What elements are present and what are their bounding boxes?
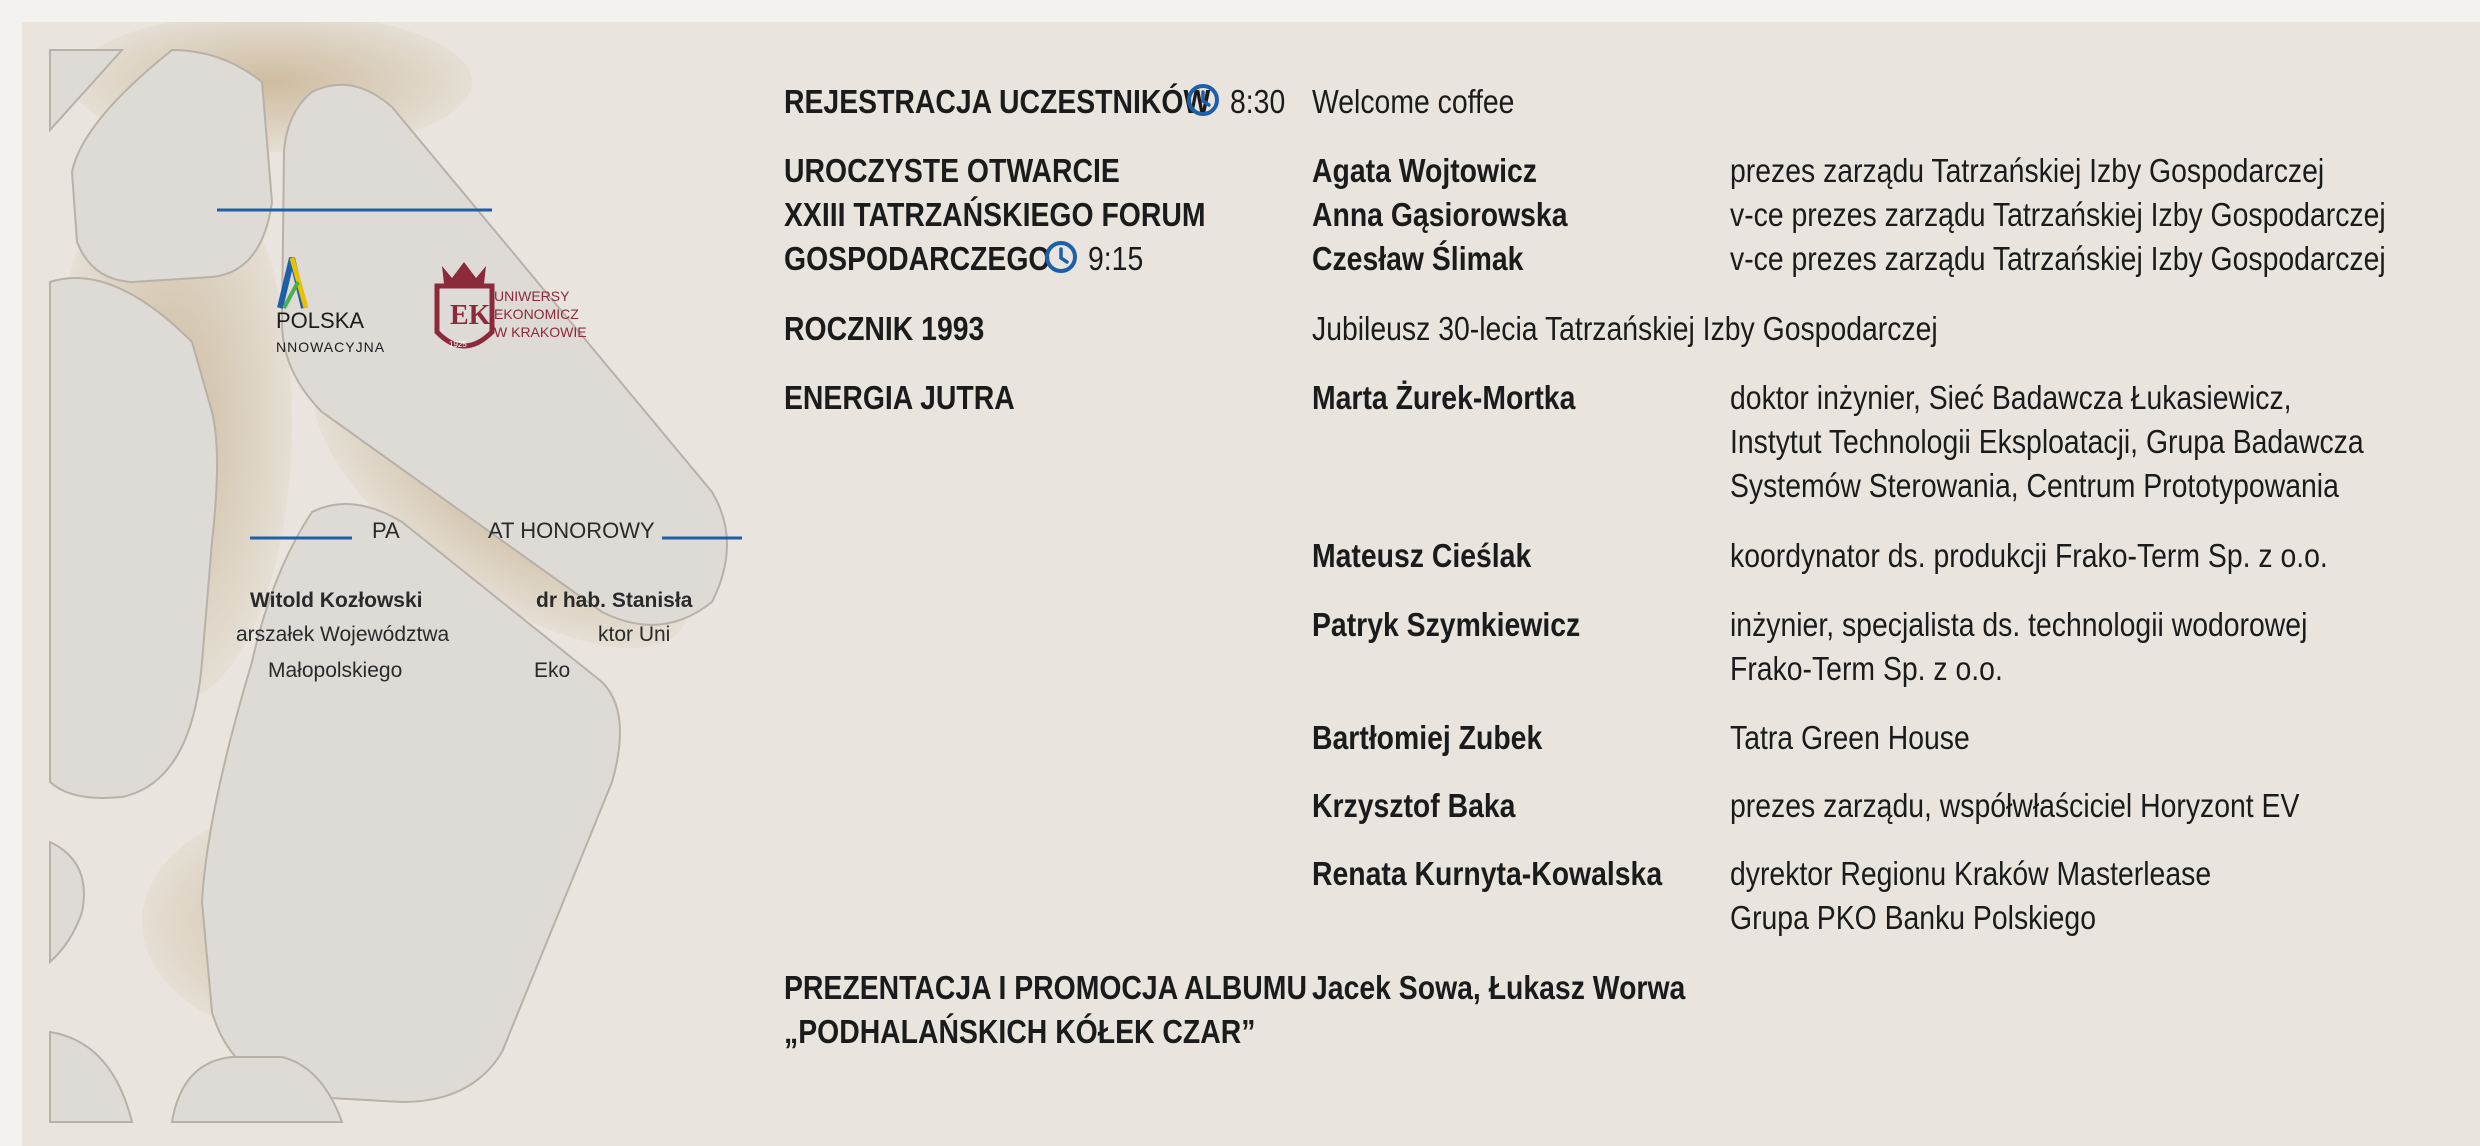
speaker-name: Bartłomiej Zubek [1312,719,1543,756]
section-title-line3: GOSPODARCZEGO [784,240,1051,277]
speaker-name: Marta Żurek-Mortka [1312,379,1576,416]
section-title-line2: „PODHALAŃSKICH KÓŁEK CZAR” [784,1013,1256,1050]
section-title: ROCZNIK 1993 [784,310,985,347]
speaker-role: v-ce prezes zarządu Tatrzańskiej Izby Gospodarczej [1730,240,2386,277]
patronat-heading-part1: PA [372,518,400,543]
speaker-role-line2: Instytut Technologii Eksploatacji, Grupa Badawcza [1730,423,2364,460]
logo-polska-text: POLSKA [276,308,365,333]
speaker-role: koordynator ds. produkcji Frako-Term Sp. z o.o. [1730,537,2328,574]
speaker-name: Renata Kurnyta-Kowalska [1312,855,1663,892]
speaker-role-line3: Systemów Sterowania, Centrum Prototypowania [1730,467,2339,504]
logo-innowacyjna-text: NNOWACYJNA [276,339,386,355]
speaker-name: Jacek Sowa, Łukasz Worwa [1312,969,1686,1006]
svg-text:EK: EK [450,300,491,331]
speaker-role-line2: Grupa PKO Banku Polskiego [1730,899,2096,936]
time-label: 9:15 [1088,240,1144,277]
clock-icon [1044,240,1078,274]
uek-year: 1925 [449,340,467,349]
speaker-name: Agata Wojtowicz [1312,152,1537,189]
speaker-role-line1: dyrektor Regionu Kraków Masterlease [1730,855,2212,892]
speaker-name: Krzysztof Baka [1312,787,1516,824]
speaker-name: Patryk Szymkiewicz [1312,606,1581,643]
section-title-line2: XXIII TATRZAŃSKIEGO FORUM [784,196,1206,233]
patron-left-name: Witold Kozłowski [250,589,423,612]
speaker-role: prezes zarządu Tatrzańskiej Izby Gospodarczej [1730,152,2325,189]
patron-right-role-1: ktor Uni [598,623,671,646]
speaker-role-line1: doktor inżynier, Sieć Badawcza Łukasiewicz, [1730,379,2292,416]
patron-left-role-2: Małopolskiego [268,659,403,682]
section-title-line1: PREZENTACJA I PROMOCJA ALBUMU [784,969,1307,1006]
section-title: REJESTRACJA UCZESTNIKÓW [784,83,1211,120]
clock-icon [1186,83,1220,117]
uek-line1: UNIWERSY [494,288,570,304]
speaker-name: Mateusz Cieślak [1312,537,1532,574]
patron-left-role-1: arszałek Województwa [236,623,450,646]
section-title-line1: UROCZYSTE OTWARCIE [784,152,1120,189]
speaker-name: Anna Gąsiorowska [1312,196,1568,233]
speaker-role-line1: inżynier, specjalista ds. technologii wodorowej [1730,606,2308,643]
uek-line2: EKONOMICZ [494,306,579,322]
time-label: 8:30 [1230,83,1286,120]
entry-role: Welcome coffee [1312,83,1515,120]
patron-right-role-2: Eko [534,659,571,682]
speaker-name: Czesław Ślimak [1312,240,1524,277]
speaker-role-line2: Frako-Term Sp. z o.o. [1730,650,2003,687]
speaker-role: Tatra Green House [1730,719,1970,756]
patron-right-name: dr hab. Stanisła [536,589,693,612]
speaker-role: prezes zarządu, współwłaściciel Horyzont EV [1730,787,2300,824]
patronat-heading-part2: AT HONOROWY [488,518,655,543]
section-title: ENERGIA JUTRA [784,379,1015,416]
entry-role: Jubileusz 30-lecia Tatrzańskiej Izby Gospodarczej [1312,310,1938,347]
speaker-role: v-ce prezes zarządu Tatrzańskiej Izby Gospodarczej [1730,196,2386,233]
uek-line3: W KRAKOWIE [494,324,587,340]
